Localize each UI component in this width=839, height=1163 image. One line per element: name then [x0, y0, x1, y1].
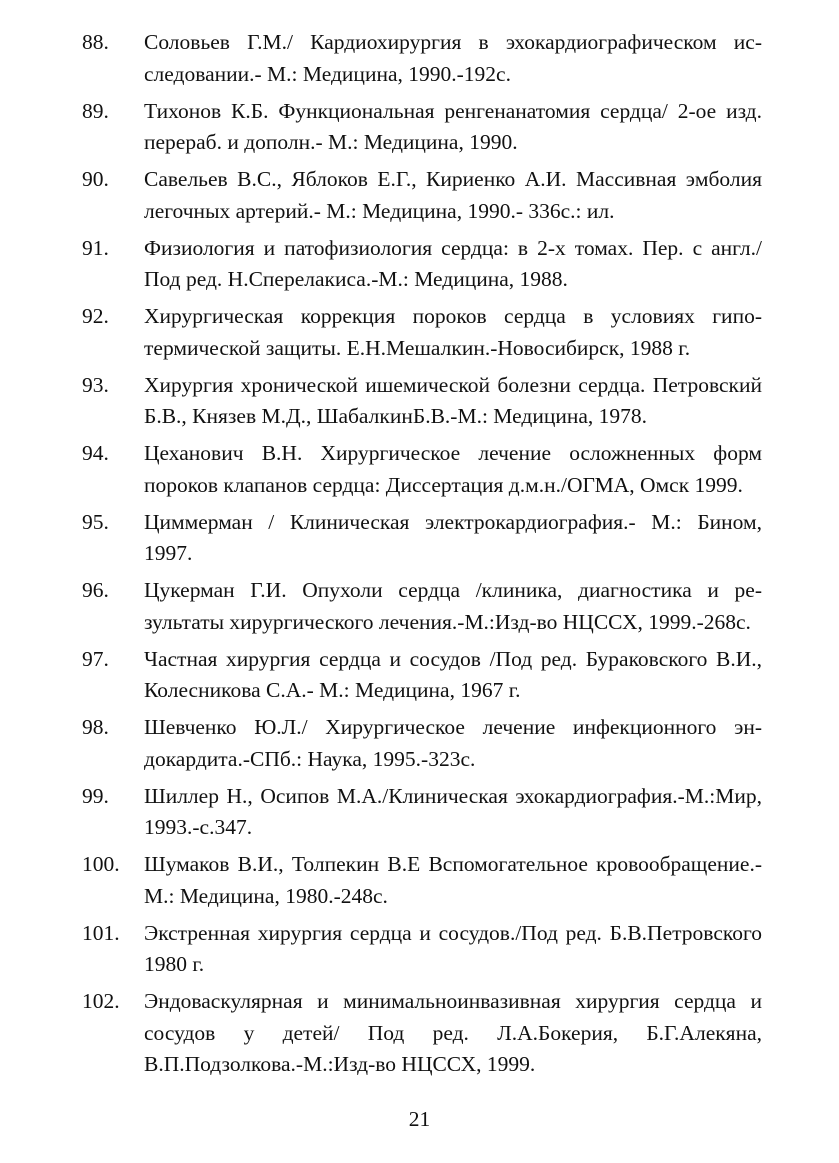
reference-number: 90. — [82, 167, 109, 191]
reference-item — [82, 781, 762, 844]
reference-text: Эндоваскулярная и минимальноинвазивная хирургия сердца и сосудов у детей/ Под ред. Л.А.Бокерия, Б.Г.Алекяна, В.П.Подзолкова.-М.:Изд-во НЦССХ, 1999. — [144, 989, 762, 1076]
reference-item — [82, 507, 762, 570]
reference-number: 100. — [82, 852, 120, 876]
reference-number: 94. — [82, 441, 109, 465]
reference-item — [82, 301, 762, 364]
reference-number: 95. — [82, 509, 109, 534]
reference-number: 89. — [82, 98, 109, 123]
reference-number: 93. — [82, 372, 109, 397]
reference-item — [82, 27, 762, 90]
reference-item — [82, 986, 762, 1081]
reference-text: Шумаков В.И., Толпекин В.Е Вспомогательное кровообращение.-М.: Медицина, 1980.-248с. — [144, 852, 762, 908]
reference-number: 98. — [82, 715, 109, 739]
reference-number: 101. — [82, 920, 120, 945]
reference-number: 96. — [82, 578, 109, 602]
reference-text: Шевченко Ю.Л./ Хирургическое лечение инфекционного эндокардита.-СПб.: Наука, 1995.-323с. — [144, 715, 762, 771]
reference-text: Хирургическая коррекция пороков сердца в условиях гипотермической защиты. Е.Н.Мешалкин.-Новосибирск, 1988 г. — [144, 304, 762, 360]
reference-text: Цеханович В.Н. Хирургическое лечение осложненных форм пороков клапанов сердца: Диссертация д.м.н./ОГМА, Омск 1999. — [144, 441, 762, 497]
reference-text: Соловьев Г.М./ Кардиохирургия в эхокардиографическом исследовании.- М.: Медицина, 1990.-192с. — [144, 30, 762, 86]
reference-text: Цукерман Г.И. Опухоли сердца /клиника, диагностика и результаты хирургического лечения.-М.:Изд-во НЦССХ, 1999.-268с. — [144, 578, 762, 634]
reference-text: Хирургия хронической ишемической болезни сердца. Петровский Б.В., Князев М.Д., ШабалкинБ.В.-М.: Медицина, 1978. — [144, 372, 762, 428]
reference-text: Физиология и патофизиология сердца: в 2-х томах. Пер. с англ./ Под ред. Н.Сперелакиса.-М.: Медицина, 1988. — [144, 235, 762, 291]
reference-item — [82, 849, 762, 912]
reference-number: 99. — [82, 783, 109, 808]
reference-text: Экстренная хирургия сердца и сосудов./Под ред. Б.В.Петровского 1980 г. — [144, 920, 762, 976]
reference-text: Тихонов К.Б. Функциональная ренгенанатомия сердца/ 2-ое изд. перераб. и дополн.- М.: Медицина, 1990. — [144, 98, 762, 154]
reference-text: Циммерман / Клиническая электрокардиография.- М.: Бином, 1997. — [144, 509, 762, 565]
reference-item — [82, 644, 762, 707]
reference-item — [82, 712, 762, 775]
reference-item — [82, 918, 762, 981]
reference-item — [82, 96, 762, 159]
reference-item — [82, 438, 762, 501]
reference-item — [82, 164, 762, 227]
page-number: 21 — [408, 1107, 431, 1131]
reference-list — [82, 27, 762, 1086]
reference-number: 92. — [82, 304, 109, 328]
reference-text: Частная хирургия сердца и сосудов /Под ред. Бураковского В.И., Колесникова С.А.- М.: Медицина, 1967 г. — [144, 646, 762, 702]
reference-item — [82, 370, 762, 433]
reference-item — [82, 233, 762, 296]
reference-number: 102. — [82, 989, 120, 1013]
reference-text: Савельев В.С., Яблоков Е.Г., Кириенко А.И. Массивная эмболия легочных артерий.- М.: Медицина, 1990.- 336с.: ил. — [144, 167, 762, 223]
reference-number: 88. — [82, 30, 109, 54]
reference-text: Шиллер Н., Осипов М.А./Клиническая эхокардиография.-М.:Мир, 1993.-с.347. — [144, 783, 762, 839]
reference-item — [82, 575, 762, 638]
reference-number: 91. — [82, 235, 109, 260]
reference-number: 97. — [82, 646, 109, 671]
